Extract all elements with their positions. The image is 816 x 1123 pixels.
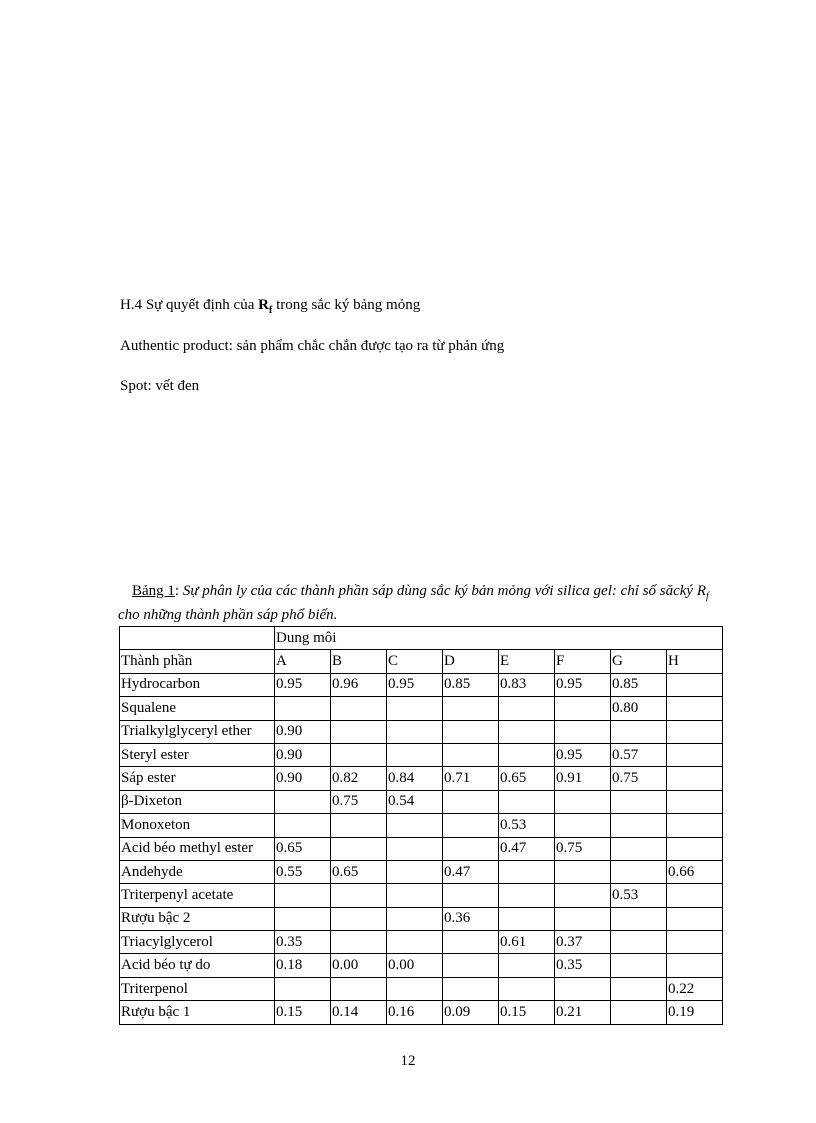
rf-value-cell [499, 860, 555, 883]
rf-value-cell [611, 860, 667, 883]
rf-value-cell: 0.85 [443, 673, 499, 696]
rf-value-cell [499, 977, 555, 1000]
rf-value-cell: 0.75 [331, 790, 387, 813]
component-name: Trialkylglyceryl ether [120, 720, 275, 743]
solvent-header-a: A [275, 650, 331, 673]
component-header: Thành phần [120, 650, 275, 673]
rf-value-cell: 0.85 [611, 673, 667, 696]
table-row [120, 884, 723, 907]
table-row [120, 814, 723, 837]
caption-label: Bảng 1 [132, 583, 175, 599]
rf-value-cell: 0.82 [331, 767, 387, 790]
rf-value-cell [555, 977, 611, 1000]
rf-value-cell: 0.47 [499, 837, 555, 860]
rf-value-cell [443, 697, 499, 720]
rf-value-cell [555, 860, 611, 883]
component-name: Hydrocarbon [120, 673, 275, 696]
solvent-header-b: B [331, 650, 387, 673]
rf-value-cell [611, 931, 667, 954]
rf-value-cell [443, 884, 499, 907]
rf-value-cell [331, 720, 387, 743]
solvent-header-h: H [667, 650, 723, 673]
table-group-header-row [120, 627, 723, 650]
table-row [120, 697, 723, 720]
caption-colon: : [174, 583, 183, 599]
rf-value-cell [443, 931, 499, 954]
rf-value-cell: 0.15 [499, 1001, 555, 1024]
rf-value-cell [667, 931, 723, 954]
rf-value-cell [387, 697, 443, 720]
rf-value-cell [331, 837, 387, 860]
rf-value-cell [499, 743, 555, 766]
rf-value-cell [443, 837, 499, 860]
rf-value-cell [275, 884, 331, 907]
rf-value-cell [555, 814, 611, 837]
rf-value-cell [387, 884, 443, 907]
empty-corner-cell [120, 627, 275, 650]
rf-value-cell [499, 720, 555, 743]
rf-value-cell [331, 743, 387, 766]
component-name: Monoxeton [120, 814, 275, 837]
solvent-header-e: E [499, 650, 555, 673]
rf-value-cell: 0.96 [331, 673, 387, 696]
rf-value-cell [555, 720, 611, 743]
rf-value-cell: 0.91 [555, 767, 611, 790]
rf-value-cell [443, 790, 499, 813]
rf-value-cell [667, 907, 723, 930]
caption-body [118, 583, 709, 623]
rf-value-cell: 0.65 [275, 837, 331, 860]
rf-value-cell: 0.35 [275, 931, 331, 954]
rf-value-cell: 0.75 [611, 767, 667, 790]
rf-value-cell: 0.09 [443, 1001, 499, 1024]
rf-value-cell [387, 977, 443, 1000]
rf-value-cell [443, 954, 499, 977]
rf-subscript: f [268, 305, 273, 316]
component-name: Triterpenyl acetate [120, 884, 275, 907]
rf-value-cell: 0.36 [443, 907, 499, 930]
component-name: Sáp ester [120, 767, 275, 790]
rf-value-cell [499, 790, 555, 813]
rf-value-cell: 0.66 [667, 860, 723, 883]
rf-value-cell: 0.53 [611, 884, 667, 907]
rf-value-cell: 0.57 [611, 743, 667, 766]
rf-value-cell: 0.95 [387, 673, 443, 696]
rf-value-cell: 0.90 [275, 720, 331, 743]
rf-value-cell [387, 931, 443, 954]
rf-value-cell: 0.53 [499, 814, 555, 837]
rf-value-cell [499, 954, 555, 977]
table-row [120, 790, 723, 813]
figure-note-prefix: H.4 Sự quyết định của [120, 297, 259, 313]
rf-value-cell: 0.65 [331, 860, 387, 883]
rf-value-cell [443, 814, 499, 837]
rf-value-cell: 0.00 [387, 954, 443, 977]
table-row [120, 860, 723, 883]
rf-value-cell [555, 884, 611, 907]
solvent-header-f: F [555, 650, 611, 673]
rf-value-cell: 0.95 [555, 743, 611, 766]
rf-value-cell: 0.35 [555, 954, 611, 977]
component-name: Squalene [120, 697, 275, 720]
component-name: Triacylglycerol [120, 931, 275, 954]
component-name: Acid béo tự do [120, 954, 275, 977]
table-row [120, 1001, 723, 1024]
rf-value-cell: 0.37 [555, 931, 611, 954]
rf-value-cell: 0.55 [275, 860, 331, 883]
rf-value-cell [667, 767, 723, 790]
rf-value-cell [387, 743, 443, 766]
rf-symbol [258, 297, 273, 316]
rf-value-cell: 0.75 [555, 837, 611, 860]
table-row [120, 743, 723, 766]
rf-value-cell [611, 954, 667, 977]
rf-value-cell [387, 720, 443, 743]
component-name: β-Dixeton [120, 790, 275, 813]
rf-value-cell [555, 907, 611, 930]
rf-value-cell: 0.15 [275, 1001, 331, 1024]
table-caption [118, 582, 728, 625]
rf-value-cell [499, 697, 555, 720]
table-row [120, 907, 723, 930]
table-row [120, 673, 723, 696]
rf-value-cell [275, 790, 331, 813]
rf-value-cell [555, 790, 611, 813]
caption-rf-subscript: f [706, 591, 709, 602]
table-row [120, 977, 723, 1000]
solvent-group-header: Dung môi [275, 627, 723, 650]
rf-value-cell [443, 977, 499, 1000]
rf-value-cell [667, 697, 723, 720]
rf-value-cell [275, 977, 331, 1000]
figure-note-suffix: trong sắc ký bảng mỏng [272, 297, 421, 313]
component-name: Triterpenol [120, 977, 275, 1000]
rf-value-cell [667, 743, 723, 766]
caption-text-after: cho những thành phần sáp phổ biến. [118, 607, 338, 623]
component-name: Rượu bậc 1 [120, 1001, 275, 1024]
rf-value-cell: 0.61 [499, 931, 555, 954]
solvent-header-c: C [387, 650, 443, 673]
rf-value-cell [611, 977, 667, 1000]
rf-value-cell [611, 837, 667, 860]
rf-value-cell: 0.54 [387, 790, 443, 813]
rf-value-cell: 0.90 [275, 743, 331, 766]
table-row [120, 720, 723, 743]
rf-value-cell: 0.83 [499, 673, 555, 696]
rf-value-cell: 0.22 [667, 977, 723, 1000]
rf-value-cell [387, 837, 443, 860]
table-header-row [120, 650, 723, 673]
table-row [120, 954, 723, 977]
rf-value-cell: 0.95 [275, 673, 331, 696]
rf-value-cell [443, 720, 499, 743]
rf-value-cell [331, 814, 387, 837]
rf-value-cell [499, 907, 555, 930]
rf-value-cell [667, 673, 723, 696]
rf-value-cell [275, 814, 331, 837]
rf-value-cell [331, 907, 387, 930]
rf-table-body [120, 627, 723, 1025]
rf-value-cell [611, 1001, 667, 1024]
rf-value-cell [443, 743, 499, 766]
figure-note-h4 [120, 297, 420, 316]
rf-value-cell: 0.65 [499, 767, 555, 790]
rf-value-cell: 0.18 [275, 954, 331, 977]
rf-value-cell: 0.47 [443, 860, 499, 883]
rf-value-cell: 0.19 [667, 1001, 723, 1024]
rf-value-cell [611, 907, 667, 930]
rf-value-cell [275, 907, 331, 930]
rf-table [119, 626, 723, 1025]
rf-value-cell: 0.16 [387, 1001, 443, 1024]
rf-value-cell [611, 790, 667, 813]
rf-value-cell [331, 977, 387, 1000]
solvent-header-d: D [443, 650, 499, 673]
rf-value-cell [667, 954, 723, 977]
component-name: Rượu bậc 2 [120, 907, 275, 930]
rf-main: R [258, 297, 269, 313]
rf-value-cell [499, 884, 555, 907]
component-name: Acid béo methyl ester [120, 837, 275, 860]
rf-value-cell: 0.21 [555, 1001, 611, 1024]
rf-value-cell [331, 697, 387, 720]
rf-value-cell [667, 837, 723, 860]
rf-value-cell: 0.80 [611, 697, 667, 720]
component-name: Andehyde [120, 860, 275, 883]
rf-value-cell [611, 814, 667, 837]
rf-value-cell [667, 790, 723, 813]
spot-note: Spot: vết đen [120, 378, 200, 394]
rf-value-cell [387, 907, 443, 930]
authentic-product-note: Authentic product: sản phẩm chắc chắn được tạo ra từ phản ứng [120, 338, 505, 354]
rf-value-cell [387, 814, 443, 837]
rf-value-cell: 0.71 [443, 767, 499, 790]
caption-text-before: Sự phân ly của các thành phần sáp dùng sắc ký bản mỏng với silica gel: chỉ số săcký R [182, 583, 707, 599]
rf-value-cell [555, 697, 611, 720]
rf-value-cell [667, 720, 723, 743]
rf-value-cell: 0.84 [387, 767, 443, 790]
rf-value-cell [667, 814, 723, 837]
rf-value-cell [611, 720, 667, 743]
page-number: 12 [400, 1053, 416, 1069]
solvent-header-g: G [611, 650, 667, 673]
table-row [120, 931, 723, 954]
rf-value-cell [331, 884, 387, 907]
rf-value-cell: 0.95 [555, 673, 611, 696]
table-row [120, 767, 723, 790]
rf-value-cell [275, 697, 331, 720]
rf-value-cell: 0.90 [275, 767, 331, 790]
rf-value-cell [331, 931, 387, 954]
rf-value-cell: 0.14 [331, 1001, 387, 1024]
component-name: Steryl ester [120, 743, 275, 766]
table-row [120, 837, 723, 860]
rf-value-cell [667, 884, 723, 907]
rf-value-cell: 0.00 [331, 954, 387, 977]
rf-value-cell [387, 860, 443, 883]
